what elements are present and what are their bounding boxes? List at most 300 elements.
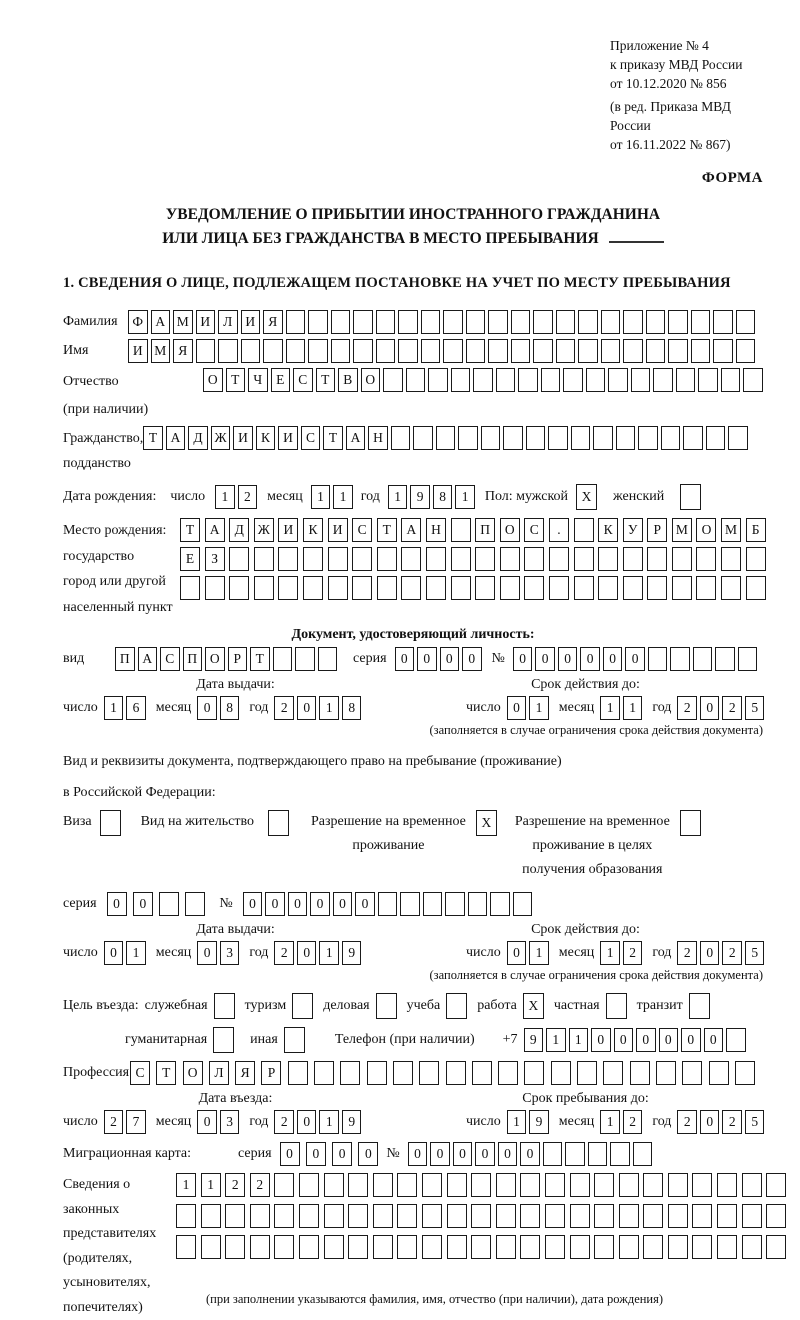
char-cell[interactable]: 1 <box>546 1028 566 1052</box>
char-cell[interactable]: 1 <box>311 485 331 509</box>
residence-permit-checkbox[interactable] <box>268 810 289 836</box>
char-cell[interactable] <box>472 1061 492 1085</box>
birth-place-row3-cells[interactable] <box>180 576 766 600</box>
char-cell[interactable]: 1 <box>319 941 339 965</box>
char-cell[interactable]: И <box>196 310 216 334</box>
doc-series-cells[interactable] <box>395 647 482 671</box>
visa-checkbox[interactable] <box>100 810 121 836</box>
purpose-humanitarian-checkbox[interactable] <box>213 1027 234 1053</box>
char-cell[interactable]: М <box>672 518 692 542</box>
phone-cells[interactable] <box>524 1028 746 1052</box>
char-cell[interactable] <box>683 426 703 450</box>
char-cell[interactable] <box>488 310 508 334</box>
char-cell[interactable]: 0 <box>358 1142 378 1166</box>
char-cell[interactable] <box>401 576 421 600</box>
surname-cells[interactable] <box>128 310 755 334</box>
char-cell[interactable] <box>598 547 618 571</box>
char-cell[interactable]: 0 <box>636 1028 656 1052</box>
char-cell[interactable]: 1 <box>529 696 549 720</box>
char-cell[interactable] <box>466 310 486 334</box>
char-cell[interactable]: X <box>523 993 544 1019</box>
char-cell[interactable]: X <box>476 810 497 836</box>
char-cell[interactable]: 1 <box>569 1028 589 1052</box>
char-cell[interactable]: 0 <box>475 1142 495 1166</box>
purpose-official-checkbox[interactable] <box>214 993 235 1019</box>
char-cell[interactable] <box>331 310 351 334</box>
purpose-work-checkbox[interactable] <box>523 993 544 1019</box>
char-cell[interactable] <box>176 1204 196 1228</box>
char-cell[interactable] <box>229 576 249 600</box>
char-cell[interactable] <box>693 647 713 671</box>
char-cell[interactable]: С <box>293 368 313 392</box>
entry-year-cells[interactable] <box>274 1110 361 1134</box>
char-cell[interactable] <box>401 547 421 571</box>
char-cell[interactable] <box>692 1173 712 1197</box>
char-cell[interactable]: 0 <box>614 1028 634 1052</box>
char-cell[interactable]: Я <box>173 339 193 363</box>
char-cell[interactable] <box>324 1173 344 1197</box>
char-cell[interactable] <box>549 576 569 600</box>
char-cell[interactable] <box>498 1061 518 1085</box>
residence-expiry-day-cells[interactable] <box>507 941 549 965</box>
char-cell[interactable] <box>574 576 594 600</box>
char-cell[interactable] <box>286 310 306 334</box>
char-cell[interactable]: 5 <box>745 1110 765 1134</box>
char-cell[interactable] <box>471 1173 491 1197</box>
char-cell[interactable] <box>570 1204 590 1228</box>
char-cell[interactable]: П <box>115 647 135 671</box>
char-cell[interactable] <box>421 310 441 334</box>
char-cell[interactable] <box>274 1235 294 1259</box>
char-cell[interactable]: 0 <box>408 1142 428 1166</box>
char-cell[interactable]: 0 <box>297 696 317 720</box>
char-cell[interactable] <box>717 1173 737 1197</box>
char-cell[interactable]: Е <box>180 547 200 571</box>
char-cell[interactable] <box>643 1173 663 1197</box>
char-cell[interactable]: М <box>721 518 741 542</box>
char-cell[interactable]: 0 <box>288 892 308 916</box>
char-cell[interactable] <box>254 576 274 600</box>
char-cell[interactable]: 1 <box>600 696 620 720</box>
char-cell[interactable] <box>331 339 351 363</box>
char-cell[interactable] <box>717 1235 737 1259</box>
char-cell[interactable] <box>672 576 692 600</box>
char-cell[interactable]: К <box>598 518 618 542</box>
char-cell[interactable] <box>481 426 501 450</box>
char-cell[interactable] <box>631 368 651 392</box>
char-cell[interactable]: М <box>151 339 171 363</box>
purpose-business-checkbox[interactable] <box>376 993 397 1019</box>
char-cell[interactable] <box>520 1173 540 1197</box>
char-cell[interactable] <box>218 339 238 363</box>
expiry-year-cells[interactable] <box>677 696 764 720</box>
char-cell[interactable] <box>490 892 510 916</box>
char-cell[interactable]: С <box>130 1061 150 1085</box>
char-cell[interactable] <box>513 892 533 916</box>
sex-male-checkbox[interactable] <box>576 484 597 510</box>
char-cell[interactable] <box>648 647 668 671</box>
char-cell[interactable]: О <box>205 647 225 671</box>
char-cell[interactable]: С <box>301 426 321 450</box>
char-cell[interactable]: 0 <box>197 1110 217 1134</box>
char-cell[interactable] <box>511 339 531 363</box>
char-cell[interactable]: 2 <box>677 1110 697 1134</box>
char-cell[interactable]: 1 <box>104 696 124 720</box>
residence-issue-month-cells[interactable] <box>197 941 239 965</box>
char-cell[interactable]: 3 <box>220 1110 240 1134</box>
char-cell[interactable] <box>594 1204 614 1228</box>
char-cell[interactable]: С <box>524 518 544 542</box>
char-cell[interactable] <box>668 1235 688 1259</box>
char-cell[interactable] <box>352 547 372 571</box>
char-cell[interactable] <box>428 368 448 392</box>
char-cell[interactable] <box>543 1142 563 1166</box>
char-cell[interactable] <box>159 892 179 916</box>
char-cell[interactable] <box>520 1235 540 1259</box>
char-cell[interactable] <box>570 1235 590 1259</box>
char-cell[interactable] <box>458 426 478 450</box>
char-cell[interactable]: М <box>173 310 193 334</box>
char-cell[interactable] <box>661 426 681 450</box>
char-cell[interactable] <box>691 339 711 363</box>
char-cell[interactable]: 9 <box>529 1110 549 1134</box>
char-cell[interactable] <box>610 1142 630 1166</box>
char-cell[interactable] <box>643 1204 663 1228</box>
expiry-month-cells[interactable] <box>600 696 642 720</box>
char-cell[interactable] <box>451 547 471 571</box>
char-cell[interactable]: 2 <box>250 1173 270 1197</box>
char-cell[interactable] <box>422 1235 442 1259</box>
char-cell[interactable] <box>185 892 205 916</box>
char-cell[interactable] <box>623 576 643 600</box>
char-cell[interactable] <box>201 1235 221 1259</box>
stay-year-cells[interactable] <box>677 1110 764 1134</box>
char-cell[interactable] <box>598 576 618 600</box>
char-cell[interactable] <box>377 547 397 571</box>
char-cell[interactable]: 0 <box>297 941 317 965</box>
char-cell[interactable] <box>500 547 520 571</box>
char-cell[interactable]: 0 <box>417 647 437 671</box>
char-cell[interactable]: Б <box>746 518 766 542</box>
char-cell[interactable]: О <box>500 518 520 542</box>
char-cell[interactable]: 1 <box>600 1110 620 1134</box>
char-cell[interactable] <box>706 426 726 450</box>
char-cell[interactable] <box>393 1061 413 1085</box>
char-cell[interactable] <box>601 339 621 363</box>
char-cell[interactable]: 0 <box>700 1110 720 1134</box>
char-cell[interactable] <box>578 310 598 334</box>
char-cell[interactable]: 0 <box>280 1142 300 1166</box>
char-cell[interactable] <box>348 1235 368 1259</box>
char-cell[interactable] <box>647 547 667 571</box>
char-cell[interactable]: 8 <box>342 696 362 720</box>
char-cell[interactable]: 9 <box>524 1028 544 1052</box>
char-cell[interactable]: 0 <box>306 1142 326 1166</box>
birth-month-cells[interactable] <box>311 485 353 509</box>
stay-day-cells[interactable] <box>507 1110 549 1134</box>
char-cell[interactable] <box>426 576 446 600</box>
representatives-row1-cells[interactable] <box>176 1173 786 1197</box>
char-cell[interactable] <box>443 310 463 334</box>
char-cell[interactable] <box>593 426 613 450</box>
char-cell[interactable]: Ф <box>128 310 148 334</box>
char-cell[interactable] <box>475 576 495 600</box>
char-cell[interactable] <box>397 1235 417 1259</box>
char-cell[interactable]: 2 <box>238 485 258 509</box>
char-cell[interactable]: И <box>328 518 348 542</box>
purpose-tourism-checkbox[interactable] <box>292 993 313 1019</box>
char-cell[interactable] <box>680 484 701 510</box>
char-cell[interactable] <box>545 1235 565 1259</box>
char-cell[interactable]: X <box>576 484 597 510</box>
char-cell[interactable]: 0 <box>625 647 645 671</box>
char-cell[interactable]: 8 <box>220 696 240 720</box>
char-cell[interactable]: 1 <box>529 941 549 965</box>
char-cell[interactable]: О <box>203 368 223 392</box>
char-cell[interactable]: 2 <box>677 696 697 720</box>
residence-expiry-month-cells[interactable] <box>600 941 642 965</box>
char-cell[interactable]: 2 <box>274 696 294 720</box>
char-cell[interactable]: А <box>151 310 171 334</box>
char-cell[interactable] <box>308 339 328 363</box>
char-cell[interactable] <box>766 1235 786 1259</box>
patronymic-cells[interactable] <box>203 368 763 392</box>
char-cell[interactable] <box>273 647 293 671</box>
char-cell[interactable] <box>619 1235 639 1259</box>
char-cell[interactable] <box>196 339 216 363</box>
char-cell[interactable] <box>603 1061 623 1085</box>
char-cell[interactable]: 2 <box>722 941 742 965</box>
residence-issue-day-cells[interactable] <box>104 941 146 965</box>
char-cell[interactable] <box>274 1204 294 1228</box>
char-cell[interactable] <box>503 426 523 450</box>
char-cell[interactable] <box>397 1204 417 1228</box>
char-cell[interactable] <box>268 810 289 836</box>
char-cell[interactable] <box>352 576 372 600</box>
char-cell[interactable]: 1 <box>126 941 146 965</box>
char-cell[interactable] <box>286 339 306 363</box>
char-cell[interactable]: И <box>128 339 148 363</box>
char-cell[interactable] <box>672 547 692 571</box>
char-cell[interactable] <box>213 1027 234 1053</box>
profession-cells[interactable] <box>130 1061 755 1085</box>
char-cell[interactable] <box>250 1235 270 1259</box>
char-cell[interactable]: Т <box>250 647 270 671</box>
char-cell[interactable]: Л <box>209 1061 229 1085</box>
representatives-row2-cells[interactable] <box>176 1204 786 1228</box>
char-cell[interactable]: 5 <box>745 941 765 965</box>
char-cell[interactable] <box>696 547 716 571</box>
birth-day-cells[interactable] <box>215 485 257 509</box>
char-cell[interactable] <box>348 1204 368 1228</box>
char-cell[interactable] <box>668 310 688 334</box>
char-cell[interactable] <box>619 1173 639 1197</box>
char-cell[interactable] <box>353 310 373 334</box>
char-cell[interactable] <box>518 368 538 392</box>
migration-number-cells[interactable] <box>408 1142 653 1166</box>
issue-day-cells[interactable] <box>104 696 146 720</box>
char-cell[interactable]: Ж <box>211 426 231 450</box>
char-cell[interactable]: А <box>346 426 366 450</box>
char-cell[interactable] <box>278 547 298 571</box>
given-name-cells[interactable] <box>128 339 755 363</box>
char-cell[interactable]: А <box>205 518 225 542</box>
char-cell[interactable]: 9 <box>342 941 362 965</box>
char-cell[interactable]: Р <box>647 518 667 542</box>
char-cell[interactable] <box>571 426 591 450</box>
char-cell[interactable]: А <box>401 518 421 542</box>
char-cell[interactable] <box>715 647 735 671</box>
representatives-row3-cells[interactable] <box>176 1235 786 1259</box>
char-cell[interactable] <box>496 1235 516 1259</box>
char-cell[interactable] <box>586 368 606 392</box>
stay-month-cells[interactable] <box>600 1110 642 1134</box>
char-cell[interactable]: А <box>166 426 186 450</box>
char-cell[interactable]: 0 <box>591 1028 611 1052</box>
char-cell[interactable] <box>594 1235 614 1259</box>
char-cell[interactable]: Л <box>218 310 238 334</box>
birth-place-row2-cells[interactable] <box>180 547 766 571</box>
char-cell[interactable]: П <box>475 518 495 542</box>
char-cell[interactable] <box>229 547 249 571</box>
char-cell[interactable] <box>630 1061 650 1085</box>
char-cell[interactable] <box>413 426 433 450</box>
char-cell[interactable] <box>698 368 718 392</box>
char-cell[interactable]: 0 <box>133 892 153 916</box>
char-cell[interactable] <box>574 547 594 571</box>
char-cell[interactable] <box>488 339 508 363</box>
char-cell[interactable] <box>496 1173 516 1197</box>
char-cell[interactable]: 2 <box>274 1110 294 1134</box>
char-cell[interactable]: 0 <box>700 696 720 720</box>
char-cell[interactable] <box>376 310 396 334</box>
char-cell[interactable] <box>511 310 531 334</box>
char-cell[interactable] <box>471 1235 491 1259</box>
char-cell[interactable] <box>668 1173 688 1197</box>
char-cell[interactable] <box>545 1173 565 1197</box>
char-cell[interactable]: 2 <box>722 1110 742 1134</box>
char-cell[interactable]: 6 <box>126 696 146 720</box>
char-cell[interactable] <box>578 339 598 363</box>
char-cell[interactable]: 2 <box>722 696 742 720</box>
char-cell[interactable] <box>728 426 748 450</box>
char-cell[interactable] <box>689 993 710 1019</box>
char-cell[interactable]: Т <box>316 368 336 392</box>
char-cell[interactable] <box>619 1204 639 1228</box>
char-cell[interactable] <box>423 892 443 916</box>
char-cell[interactable] <box>278 576 298 600</box>
char-cell[interactable]: 2 <box>274 941 294 965</box>
issue-month-cells[interactable] <box>197 696 239 720</box>
char-cell[interactable] <box>623 547 643 571</box>
char-cell[interactable]: 2 <box>623 1110 643 1134</box>
char-cell[interactable] <box>398 310 418 334</box>
char-cell[interactable] <box>447 1235 467 1259</box>
purpose-study-checkbox[interactable] <box>446 993 467 1019</box>
purpose-transit-checkbox[interactable] <box>689 993 710 1019</box>
char-cell[interactable] <box>377 576 397 600</box>
char-cell[interactable]: А <box>138 647 158 671</box>
char-cell[interactable] <box>742 1204 762 1228</box>
char-cell[interactable] <box>549 547 569 571</box>
char-cell[interactable] <box>367 1061 387 1085</box>
char-cell[interactable]: Я <box>263 310 283 334</box>
char-cell[interactable]: 0 <box>659 1028 679 1052</box>
char-cell[interactable] <box>638 426 658 450</box>
char-cell[interactable] <box>526 426 546 450</box>
char-cell[interactable] <box>288 1061 308 1085</box>
char-cell[interactable] <box>574 518 594 542</box>
char-cell[interactable] <box>556 339 576 363</box>
char-cell[interactable] <box>383 368 403 392</box>
char-cell[interactable]: 0 <box>704 1028 724 1052</box>
char-cell[interactable] <box>447 1173 467 1197</box>
char-cell[interactable] <box>426 547 446 571</box>
char-cell[interactable] <box>676 368 696 392</box>
char-cell[interactable] <box>601 310 621 334</box>
doc-kind-cells[interactable] <box>115 647 337 671</box>
char-cell[interactable] <box>397 1173 417 1197</box>
char-cell[interactable]: 1 <box>388 485 408 509</box>
char-cell[interactable]: . <box>549 518 569 542</box>
char-cell[interactable]: 0 <box>498 1142 518 1166</box>
char-cell[interactable]: С <box>160 647 180 671</box>
char-cell[interactable] <box>496 1204 516 1228</box>
char-cell[interactable] <box>468 892 488 916</box>
char-cell[interactable] <box>422 1173 442 1197</box>
char-cell[interactable] <box>696 576 716 600</box>
char-cell[interactable]: 0 <box>104 941 124 965</box>
char-cell[interactable] <box>766 1204 786 1228</box>
char-cell[interactable]: 0 <box>332 1142 352 1166</box>
char-cell[interactable] <box>225 1235 245 1259</box>
char-cell[interactable] <box>520 1204 540 1228</box>
char-cell[interactable] <box>318 647 338 671</box>
char-cell[interactable] <box>274 1173 294 1197</box>
char-cell[interactable] <box>551 1061 571 1085</box>
char-cell[interactable] <box>633 1142 653 1166</box>
char-cell[interactable]: 5 <box>745 696 765 720</box>
char-cell[interactable] <box>299 1173 319 1197</box>
char-cell[interactable]: 9 <box>342 1110 362 1134</box>
char-cell[interactable]: 0 <box>520 1142 540 1166</box>
char-cell[interactable]: 0 <box>535 647 555 671</box>
char-cell[interactable] <box>577 1061 597 1085</box>
char-cell[interactable]: 0 <box>107 892 127 916</box>
char-cell[interactable] <box>398 339 418 363</box>
char-cell[interactable]: Р <box>228 647 248 671</box>
char-cell[interactable] <box>588 1142 608 1166</box>
temp-permit-checkbox[interactable] <box>476 810 497 836</box>
char-cell[interactable] <box>736 310 756 334</box>
char-cell[interactable]: Ч <box>248 368 268 392</box>
char-cell[interactable] <box>533 339 553 363</box>
char-cell[interactable] <box>373 1204 393 1228</box>
char-cell[interactable]: 0 <box>395 647 415 671</box>
char-cell[interactable]: 0 <box>580 647 600 671</box>
char-cell[interactable] <box>400 892 420 916</box>
char-cell[interactable] <box>378 892 398 916</box>
char-cell[interactable] <box>451 576 471 600</box>
char-cell[interactable]: 1 <box>176 1173 196 1197</box>
char-cell[interactable]: 1 <box>333 485 353 509</box>
char-cell[interactable] <box>541 368 561 392</box>
char-cell[interactable]: 0 <box>603 647 623 671</box>
char-cell[interactable] <box>656 1061 676 1085</box>
char-cell[interactable] <box>524 1061 544 1085</box>
char-cell[interactable] <box>299 1235 319 1259</box>
migration-series-cells[interactable] <box>280 1142 379 1166</box>
